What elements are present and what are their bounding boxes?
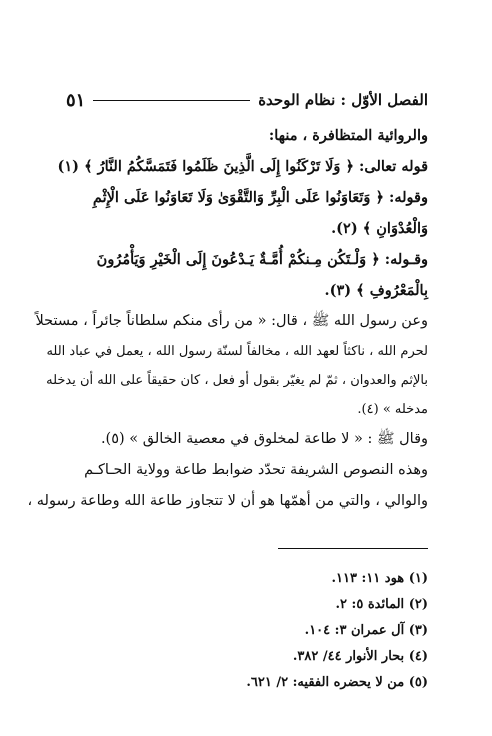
text-line: وهذه النصوص الشريفة تحدّد ضوابط طاعة وولاية الحـاكـم (84, 462, 428, 478)
hadith-line: وقال ﷺ : « لا طاعة لمخلوق في معصية الخالق » (٥). (100, 431, 428, 447)
footnote: (١) هود ١١: ١١٣. (331, 571, 428, 586)
footnote: (٢) المائدة ٥: ٢. (335, 597, 428, 612)
page-header (66, 88, 428, 112)
hadith-line: بالإثم والعدوان ، ثمّ لم يغيّر بقول أو فعل ، كان حقيقاً على الله أن يدخله (46, 373, 428, 388)
quran-verse-line: قوله تعالى: ﴿ وَلَا تَرْكَنُوا إِلَى الَّذِينَ ظَلَمُوا فَتَمَسَّكُمُ النَّارُ ﴾ (١) (57, 158, 428, 175)
body-text (27, 120, 428, 517)
text-line: والروائية المتظافرة ، منها: (268, 127, 428, 144)
footnote: (٣) آل عمران ٣: ١٠٤. (304, 623, 428, 638)
quran-verse-line: وقـوله: ﴿ وَلْـتَكُن مِـنكُمْ أُمَّـةٌ يَـدْعُونَ إِلَى الْخَيْرِ وَيَأْمُرُونَ (96, 251, 428, 268)
quran-verse-line: بِالْمَعْرُوفِ ﴾ (٣). (324, 282, 428, 299)
quran-verse-line: وقوله: ﴿ وَتَعَاوَنُوا عَلَى الْبِرِّ وَالتَّقْوَىٰ وَلَا تَعَاوَنُوا عَلَى الْإِثْمِ (92, 189, 428, 206)
hadith-line: مدخله » (٤). (357, 402, 428, 417)
footnote-separator (278, 548, 428, 549)
text-line: والوالي ، والتي من أهمّها هو أن لا تتجاوز طاعة الله وطاعة رسوله ، (27, 493, 428, 509)
quran-verse-line: وَالْعُدْوَانِ ﴾ (٢). (331, 220, 428, 237)
footnotes (66, 566, 428, 696)
footnote: (٥) من لا يحضره الفقيه: ٢/ ٦٢١. (246, 675, 428, 690)
hadith-line: وعن رسول الله ﷺ ، قال: « من رأى منكم سلطاناً جائراً ، مستحلاً (35, 313, 428, 329)
chapter-title: الفصل الأوّل : نظام الوحدة (258, 91, 428, 109)
footnote: (٤) بحار الأنوار ٤٤/ ٣٨٢. (292, 649, 428, 664)
hadith-line: لحرم الله ، ناكثاً لعهد الله ، مخالفاً لسنّة رسول الله ، يعمل في عباد الله (46, 344, 428, 359)
header-rule (93, 100, 250, 101)
page-number: ٥١ (66, 89, 86, 111)
